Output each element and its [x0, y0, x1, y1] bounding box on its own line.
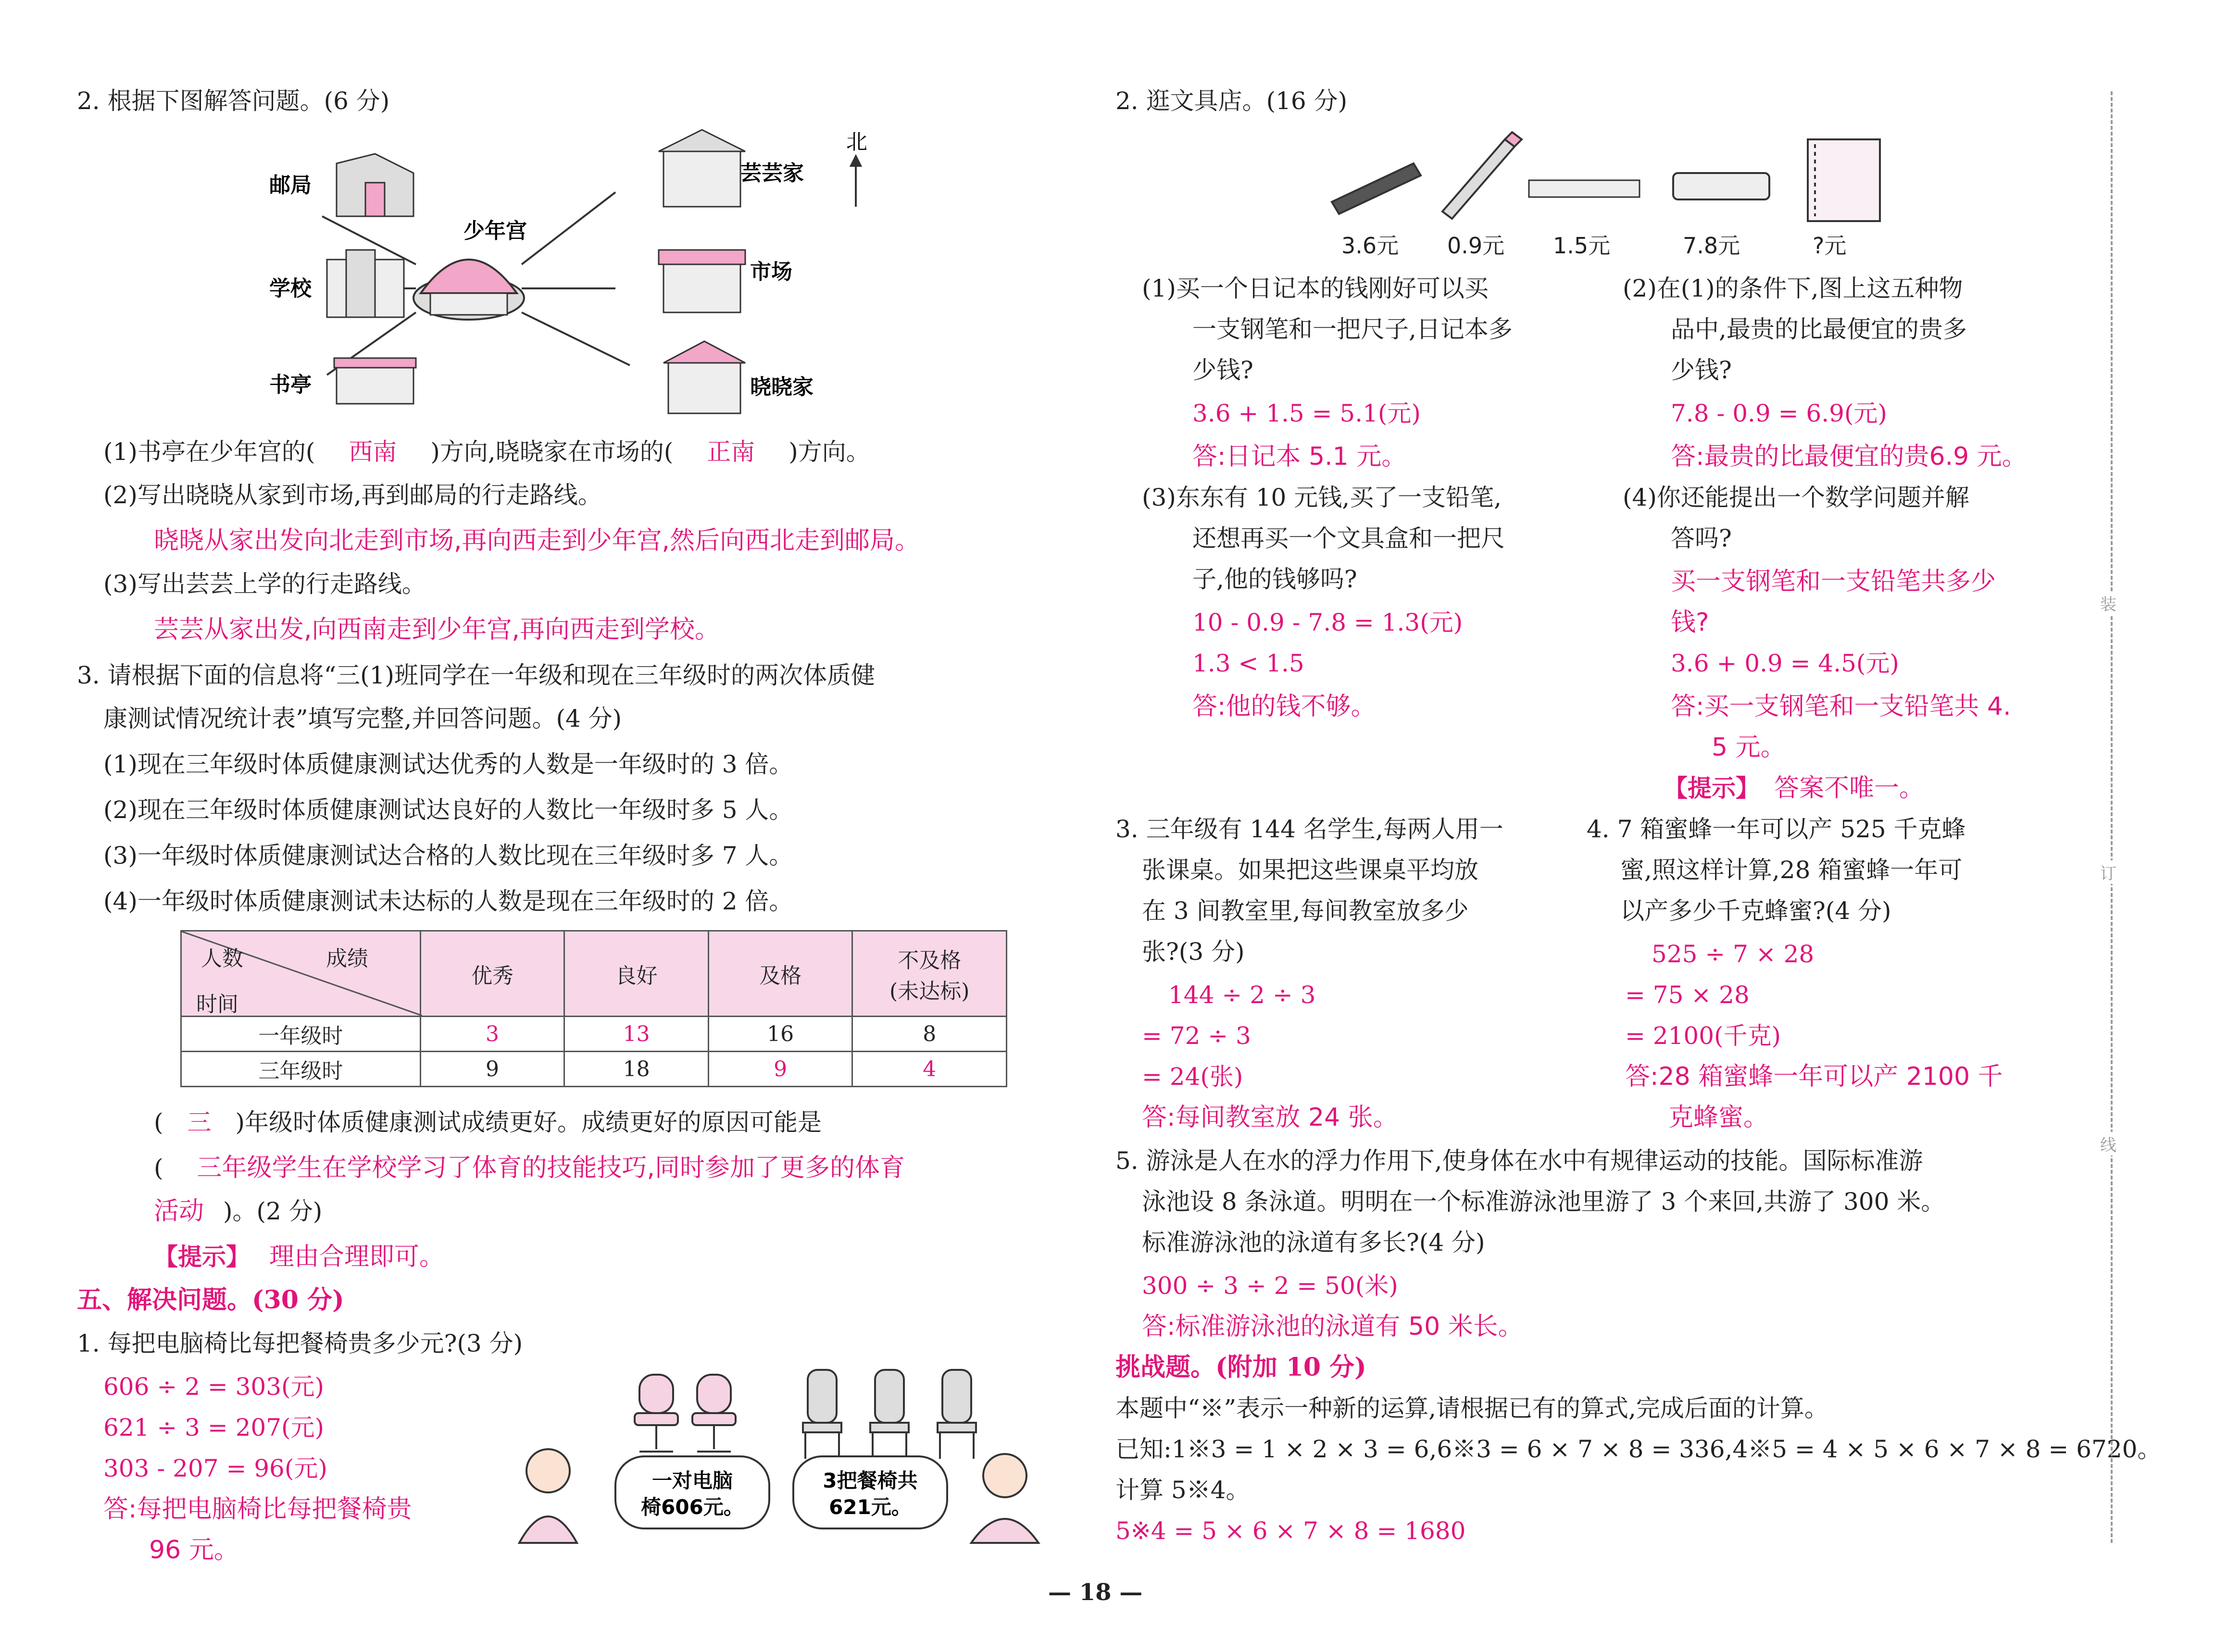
answer-line: = 75 × 28 [1625, 981, 1750, 1009]
question-title: 3. 三年级有 144 名学生,每两人用一 [1115, 815, 1503, 843]
youth-palace-icon [413, 260, 524, 320]
table-header: 良好 [564, 931, 709, 1017]
table-cell: 18 [564, 1052, 709, 1087]
ruler-icon [1529, 180, 1640, 197]
answer-line: 621 ÷ 3 = 207(元) [103, 1414, 325, 1441]
answer-fill: 活动 [154, 1197, 204, 1226]
sub-question: (3)写出芸芸上学的行走路线。 [103, 570, 426, 598]
sub-question: (4)你还能提出一个数学问题并解 [1623, 484, 1969, 511]
sub-question: 还想再买一个文具盒和一把尺 [1192, 524, 1505, 552]
answer-line: 答:28 箱蜜蜂一年可以产 2100 千 [1625, 1062, 2003, 1091]
table-cell: 3 [420, 1017, 564, 1052]
sub-question: 少钱? [1671, 356, 1732, 384]
sub-question: 少钱? [1192, 356, 1253, 384]
place-label: 晓晓家 [750, 375, 814, 399]
answer-line: = 72 ÷ 3 [1142, 1022, 1251, 1050]
hint: 【提示】 答案不唯一。 [1664, 774, 1925, 803]
row-label: 一年级时 [181, 1017, 421, 1052]
price-label: 0.9元 [1447, 233, 1505, 259]
binding-label: 装 [2100, 591, 2116, 615]
place-label: 芸芸家 [740, 161, 804, 186]
answer-text: 芸芸从家出发,向西南走到少年宫,再向西走到学校。 [154, 615, 720, 644]
answer-line: 1.3 < 1.5 [1192, 649, 1304, 677]
section-title: 挑战题。(附加 10 分) [1115, 1353, 1366, 1382]
challenge-text: 计算 5※4。 [1115, 1476, 1250, 1504]
price-label: 1.5元 [1553, 233, 1611, 259]
binding-label: 订 [2100, 860, 2116, 884]
fill-sentence: ( 三年级学生在学校学习了体育的技能技巧,同时参加了更多的体育 [154, 1154, 905, 1182]
center-label: 少年宫 [463, 219, 527, 243]
question-title: 在 3 间教室里,每间教室放多少 [1142, 897, 1469, 925]
yunyun-home-icon [659, 130, 745, 207]
school-icon [327, 250, 404, 317]
fill-sentence: ( 三 )年级时体质健康测试成绩更好。成绩更好的原因可能是 [154, 1108, 822, 1136]
answer-line: 克蜂蜜。 [1668, 1103, 1769, 1132]
answer-line: 7.8 - 0.9 = 6.9(元) [1671, 399, 1887, 427]
question-title: 1. 每把电脑椅比每把餐椅贵多少元?(3 分) [77, 1329, 523, 1357]
speakers-illustration [514, 1442, 1043, 1548]
answer-line: = 24(张) [1142, 1063, 1243, 1091]
table-cell: 8 [852, 1017, 1007, 1052]
answer-line: 96 元。 [149, 1536, 239, 1565]
woman-icon [971, 1454, 1039, 1543]
place-label: 书亭 [269, 373, 312, 397]
table-cell: 4 [852, 1052, 1007, 1087]
north-label: 北 [846, 130, 867, 154]
answer-line: 300 ÷ 3 ÷ 2 = 50(米) [1142, 1272, 1398, 1300]
svg-text:椅606元。: 椅606元。 [641, 1495, 744, 1519]
post-office-icon [337, 154, 413, 216]
question-title: 张课桌。如果把这些课桌平均放 [1142, 856, 1478, 884]
sub-question: 子,他的钱够吗? [1192, 565, 1357, 593]
condition: (3)一年级时体质健康测试达合格的人数比现在三年级时多 7 人。 [103, 842, 793, 869]
answer-line: 买一支钢笔和一支铅笔共多少 [1671, 567, 1996, 596]
answer-line: 答:他的钱不够。 [1192, 692, 1376, 721]
answer-line: 525 ÷ 7 × 28 [1652, 940, 1815, 968]
question-title: 以产多少千克蜂蜜?(4 分) [1620, 897, 1891, 925]
answer-line: 5 元。 [1712, 733, 1786, 762]
sub-question: (1)买一个日记本的钱刚好可以买 [1142, 274, 1489, 302]
table-header: 不及格 (未达标) [852, 931, 1007, 1017]
table-header: 优秀 [420, 931, 564, 1017]
challenge-text: 已知:1※3 = 1 × 2 × 3 = 6,6※3 = 6 × 7 × 8 = 336,4※5 = 4 × 5 × 6 × 7 × 8 = 6720。 [1115, 1435, 2162, 1463]
question-title: 蜜,照这样计算,28 箱蜜蜂一年可 [1620, 856, 1963, 884]
answer-line: 144 ÷ 2 ÷ 3 [1168, 981, 1316, 1009]
answer-fill: 西南 [349, 438, 397, 466]
binding-label: 线 [2100, 1132, 2116, 1155]
north-arrow-icon [851, 156, 861, 207]
condition: (1)现在三年级时体质健康测试达优秀的人数是一年级时的 3 倍。 [103, 750, 793, 778]
place-label: 邮局 [269, 173, 312, 198]
stationery-illustration [1317, 130, 1885, 226]
bookstall-icon [334, 358, 416, 404]
sub-question: 一支钢笔和一把尺子,日记本多 [1192, 315, 1513, 343]
place-label: 学校 [269, 276, 312, 301]
answer-fill: 正南 [707, 438, 755, 466]
man-icon [519, 1449, 577, 1543]
pencil-case-icon [1673, 173, 1769, 199]
answer-line: = 2100(千克) [1625, 1022, 1781, 1050]
pencil-icon [1442, 132, 1522, 219]
condition: (4)一年级时体质健康测试未达标的人数是现在三年级时的 2 倍。 [103, 887, 793, 915]
table-cell: 9 [708, 1052, 852, 1087]
computer-chair-icon [635, 1375, 678, 1452]
row-label: 三年级时 [181, 1052, 421, 1087]
fountain-pen-icon [1332, 163, 1421, 214]
table-cell: 9 [420, 1052, 564, 1087]
question-title: 康测试情况统计表”填写完整,并回答问题。(4 分) [103, 705, 622, 733]
place-label: 市场 [750, 260, 792, 284]
sub-question: (3)东东有 10 元钱,买了一支铅笔, [1142, 484, 1502, 511]
fill-sentence: 活动 )。(2 分) [154, 1197, 323, 1226]
hint: 【提示】 理由合理即可。 [154, 1242, 445, 1271]
market-icon [659, 250, 745, 312]
answer-line: 答:每间教室放 24 张。 [1142, 1103, 1398, 1132]
answer-line: 答:最贵的比最便宜的贵6.9 元。 [1671, 442, 2027, 471]
answer-line: 10 - 0.9 - 7.8 = 1.3(元) [1192, 609, 1463, 636]
answer-fill: 三年级学生在学校学习了体育的技能技巧,同时参加了更多的体育 [197, 1154, 905, 1182]
table-cell: 16 [708, 1017, 852, 1052]
condition: (2)现在三年级时体质健康测试达良好的人数比一年级时多 5 人。 [103, 796, 793, 824]
price-label: ?元 [1813, 233, 1847, 259]
sub-question: 品中,最贵的比最便宜的贵多 [1671, 315, 1967, 343]
section-title: 五、解决问题。(30 分) [77, 1285, 344, 1315]
svg-text:3把餐椅共: 3把餐椅共 [823, 1469, 918, 1492]
answer-text: 晓晓从家出发向北走到市场,再向西走到少年宫,然后向西北走到邮局。 [154, 526, 920, 555]
answer-line: 答:每把电脑椅比每把餐椅贵 [103, 1495, 412, 1524]
price-label: 3.6元 [1341, 233, 1399, 259]
answer-line: 5※4 = 5 × 6 × 7 × 8 = 1680 [1115, 1517, 1466, 1545]
notebook-icon [1808, 139, 1880, 221]
question-title: 5. 游泳是人在水的浮力作用下,使身体在水中有规律运动的技能。国际标准游 [1115, 1147, 1923, 1175]
table-header: 及格 [708, 931, 852, 1017]
question-title: 标准游泳池的泳道有多长?(4 分) [1142, 1229, 1485, 1256]
answer-line: 钱? [1671, 608, 1709, 637]
question-title: 2. 逛文具店。(16 分) [1115, 87, 1348, 115]
answer-line: 303 - 207 = 96(元) [103, 1454, 327, 1482]
sub-question: 答吗? [1671, 524, 1732, 552]
answer-line: 答:买一支钢笔和一支铅笔共 4. [1671, 692, 2011, 721]
svg-text:621元。: 621元。 [829, 1495, 912, 1519]
answer-line: 3.6 + 1.5 = 5.1(元) [1192, 399, 1421, 427]
question-title: 3. 请根据下面的信息将“三(1)班同学在一年级和现在三年级时的两次体质健 [77, 661, 875, 689]
stat-table [180, 930, 1007, 1087]
question-title: 泳池设 8 条泳道。明明在一个标准游泳池里游了 3 个来回,共游了 300 米。 [1142, 1188, 1945, 1216]
page-number: — 18 — [1048, 1579, 1143, 1606]
price-label: 7.8元 [1683, 233, 1740, 259]
question-title: 2. 根据下图解答问题。(6 分) [77, 87, 390, 115]
map-diagram [250, 120, 899, 433]
answer-line: 答:日记本 5.1 元。 [1192, 442, 1407, 471]
challenge-text: 本题中“※”表示一种新的运算,请根据已有的算式,完成后面的计算。 [1115, 1394, 1828, 1422]
binding-line [2111, 91, 2113, 1543]
sub-question: (2)在(1)的条件下,图上这五种物 [1623, 274, 1963, 302]
table-cell: 13 [564, 1017, 709, 1052]
computer-chair-icon [692, 1375, 736, 1452]
answer-line: 606 ÷ 2 = 303(元) [103, 1373, 325, 1401]
svg-text:一对电脑: 一对电脑 [651, 1469, 733, 1492]
answer-line: 答:标准游泳池的泳道有 50 米长。 [1142, 1312, 1523, 1341]
answer-line: 3.6 + 0.9 = 4.5(元) [1671, 649, 1899, 677]
sub-question: (1)书亭在少年宫的( 西南 )方向,晓晓家在市场的( 正南 )方向。 [103, 438, 870, 466]
table-corner: 人数 成绩 时间 [181, 931, 421, 1017]
question-title: 4. 7 箱蜜蜂一年可以产 525 千克蜂 [1587, 815, 1966, 843]
question-title: 张?(3 分) [1142, 938, 1245, 966]
sub-question: (2)写出晓晓从家到市场,再到邮局的行走路线。 [103, 481, 602, 509]
answer-fill: 三 [187, 1108, 212, 1136]
xiaoxiao-home-icon [663, 341, 745, 413]
